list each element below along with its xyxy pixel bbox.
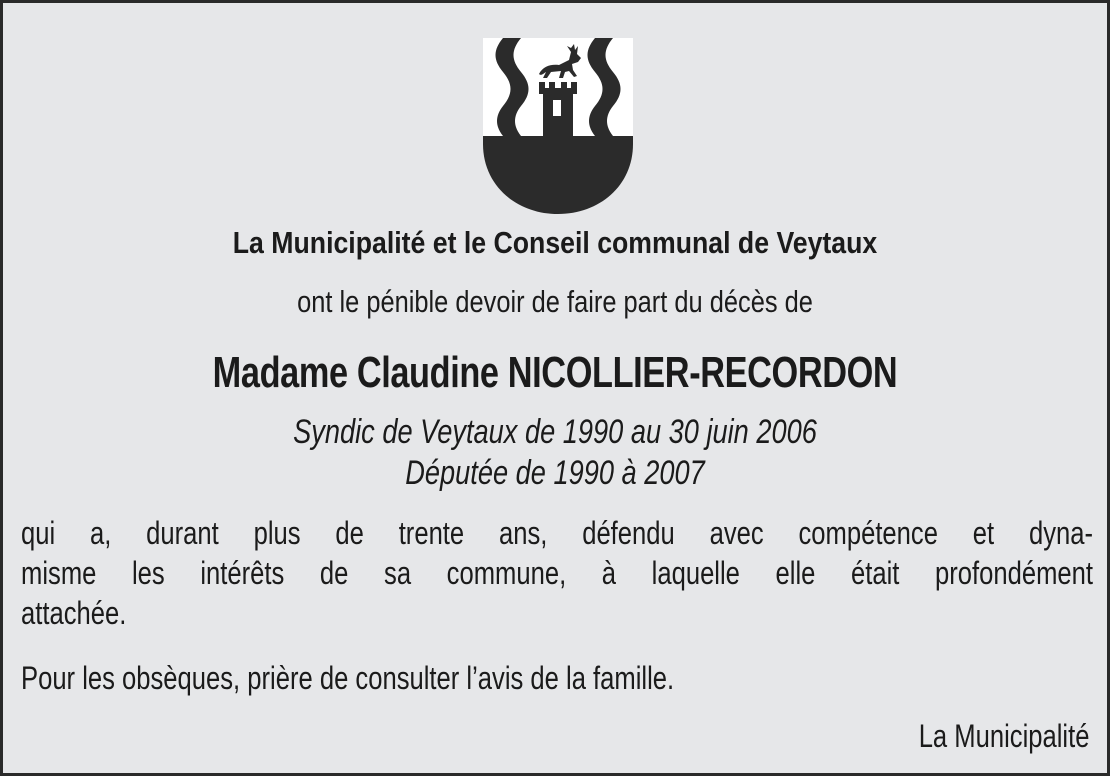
notice-intro: ont le pénible devoir de faire part du décès de [297,284,813,319]
tribute-paragraph [21,513,1093,633]
role-line: Députée de 1990 à 2007 [405,454,705,492]
signature: La Municipalité [918,718,1089,754]
deceased-name: Madame Claudine NICOLLIER-RECORDON [212,348,898,397]
paragraph-line: Pour les obsèques, prière de consulter l’avis de la famille. [21,660,675,696]
paragraph-line: attachée. [21,595,127,631]
notice-heading: La Municipalité et le Conseil communal de Veytaux [232,225,878,260]
paragraph-line: misme les intérêts de sa commune, à laquelle elle était profondément [21,555,1093,591]
paragraph-line: qui a, durant plus de trente ans, défendu avec compétence et dyna- [21,515,1093,551]
role-line: Syndic de Veytaux de 1990 au 30 juin 2006 [293,413,817,451]
funeral-paragraph [21,658,1093,698]
veytaux-coat-of-arms-icon [481,36,635,216]
